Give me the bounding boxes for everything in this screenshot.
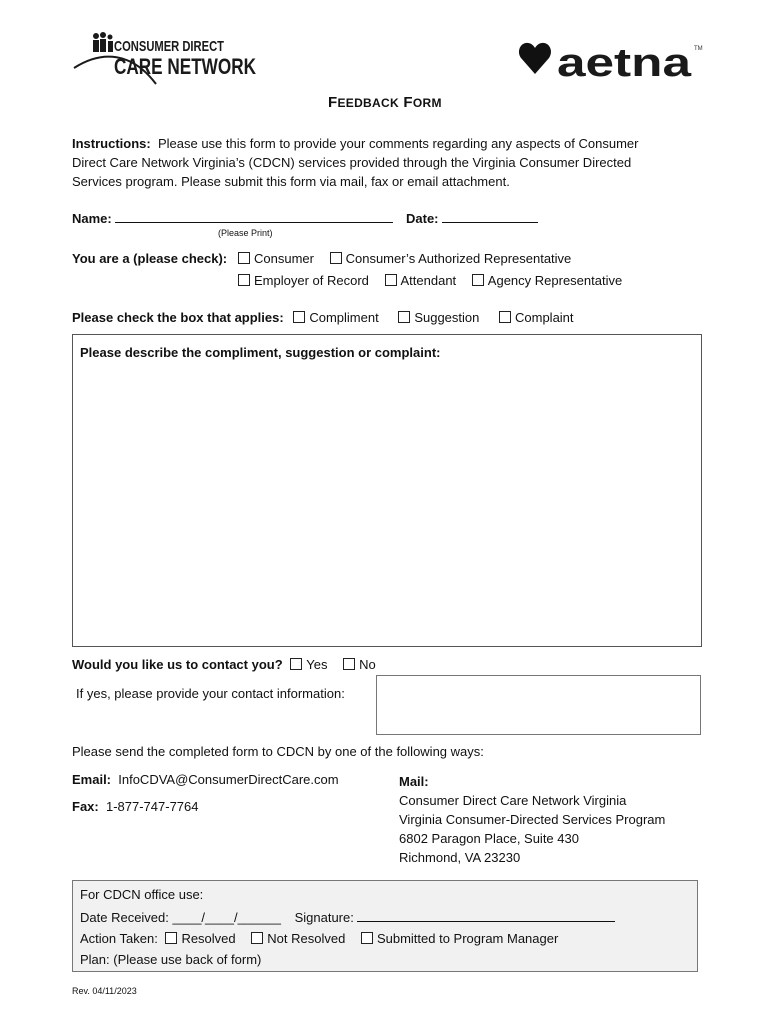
action-row [80,931,558,946]
checkbox[interactable] [499,311,511,323]
action-label: Action Taken: [80,931,158,946]
checkbox[interactable] [361,932,373,944]
checkbox[interactable] [165,932,177,944]
contact-row [72,657,376,672]
option-attendant[interactable]: Attendant [385,273,457,288]
people-icon [93,32,113,52]
signature-label: Signature: [294,910,354,925]
aetna-logo [517,38,707,84]
you-are-label: You are a (please check): [72,251,228,266]
revision-date: Rev. 04/11/2023 [72,986,137,996]
you-are-row1 [238,251,571,266]
date-received-field[interactable]: ____/____/______ [172,910,281,925]
cdcn-logo-line2: CARE NETWORK [114,54,257,79]
mail-line: Virginia Consumer-Directed Services Program [399,812,666,827]
plan-text: Plan: (Please use back of form) [80,952,262,967]
checkbox[interactable] [251,932,263,944]
date-label: Date: [406,211,439,226]
option-suggestion[interactable]: Suggestion [398,310,479,325]
email-row [72,772,339,787]
contact-label: Would you like us to contact you? [72,657,283,672]
name-row [72,210,393,226]
checkbox[interactable] [238,252,250,264]
mail-block [399,772,665,867]
option-submitted[interactable]: Submitted to Program Manager [361,931,558,946]
checkbox[interactable] [398,311,410,323]
date-field[interactable] [442,210,538,223]
date-received-label: Date Received: [80,910,169,925]
checkbox[interactable] [238,274,250,286]
mail-line: Richmond, VA 23230 [399,850,521,865]
name-field[interactable] [115,210,393,223]
option-authorized-rep[interactable]: Consumer’s Authorized Representative [330,251,572,266]
send-text: Please send the completed form to CDCN by one of the following ways: [72,744,484,759]
mail-line: 6802 Paragon Place, Suite 430 [399,831,579,846]
option-yes[interactable]: Yes [290,657,327,672]
checkbox[interactable] [330,252,342,264]
office-use-box [72,880,698,972]
option-not-resolved[interactable]: Not Resolved [251,931,345,946]
aetna-logo-text: aetna [557,41,692,85]
applies-row [72,310,574,325]
office-heading: For CDCN office use: [80,887,204,902]
option-consumer[interactable]: Consumer [238,251,314,266]
mail-label: Mail: [399,774,429,789]
email-value: InfoCDVA@ConsumerDirectCare.com [118,772,339,787]
fax-value: 1-877-747-7764 [105,799,199,814]
option-compliment[interactable]: Compliment [293,310,378,325]
applies-label: Please check the box that applies: [72,310,284,325]
date-received-row [80,909,615,925]
date-row [406,210,538,226]
option-resolved[interactable]: Resolved [165,931,235,946]
option-employer[interactable]: Employer of Record [238,273,369,288]
heart-icon [519,43,551,74]
contact-info-label: If yes, please provide your contact information: [76,686,345,701]
fax-row [72,799,199,814]
checkbox[interactable] [343,658,355,670]
you-are-row2 [238,273,622,288]
signature-field[interactable] [357,909,615,922]
mail-line: Consumer Direct Care Network Virginia [399,793,627,808]
cdcn-logo [72,30,272,92]
instructions: Instructions: Please use this form to provide your comments regarding any aspects of Consumer Direct Care Network Virginia’s (CDCN) services provided through the Virginia Consumer Directed Services program. Please submit this form via mail, fax or email attachment. [72,136,639,189]
checkbox[interactable] [293,311,305,323]
describe-label: Please describe the compliment, suggestion or complaint: [80,345,441,360]
page-title: FEEDBACK FORM [328,94,442,111]
name-label: Name: [72,211,112,226]
describe-textarea[interactable] [72,334,702,647]
checkbox[interactable] [472,274,484,286]
option-complaint[interactable]: Complaint [499,310,574,325]
fax-label: Fax: [72,799,99,814]
email-label: Email: [72,772,112,787]
option-no[interactable]: No [343,657,376,672]
checkbox[interactable] [290,658,302,670]
please-print-hint: (Please Print) [218,228,273,238]
trademark-mark: TM [694,46,703,52]
option-agency-rep[interactable]: Agency Representative [472,273,622,288]
instructions-label: Instructions: [72,136,151,151]
cdcn-logo-line1: CONSUMER DIRECT [114,38,224,55]
contact-info-field[interactable] [376,675,701,735]
checkbox[interactable] [385,274,397,286]
